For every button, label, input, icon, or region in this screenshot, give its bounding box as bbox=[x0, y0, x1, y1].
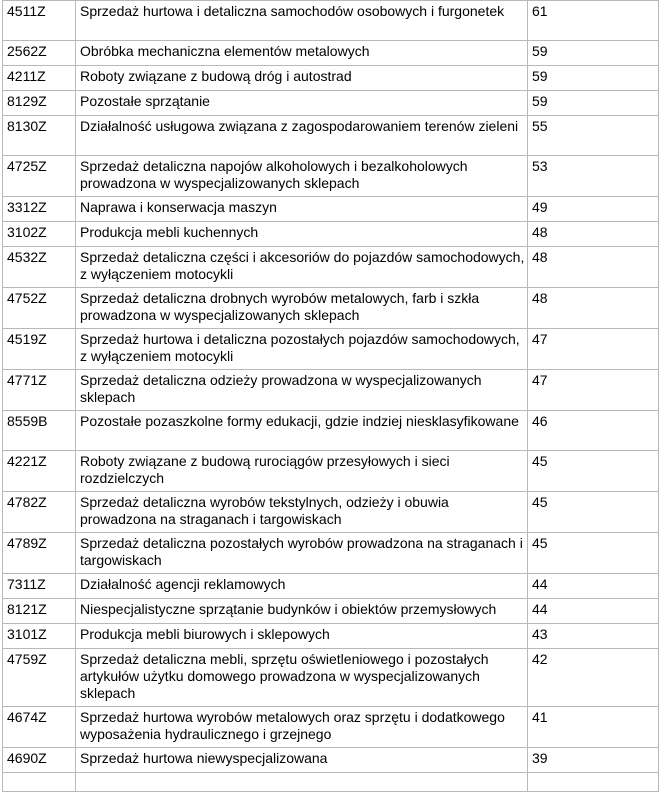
activity-description: Sprzedaż hurtowa i detaliczna pozostałych pojazdów samochodowych, z wyłączeniem motocykli bbox=[76, 329, 528, 370]
activity-code: 4690Z bbox=[3, 748, 76, 773]
activity-count: 55 bbox=[528, 116, 659, 156]
activity-description: Pozostałe pozaszkolne formy edukacji, gdzie indziej niesklasyfikowane bbox=[76, 411, 528, 451]
activity-code: 8129Z bbox=[3, 91, 76, 116]
activity-count: 49 bbox=[528, 197, 659, 222]
table-row bbox=[3, 624, 659, 649]
table-row bbox=[3, 156, 659, 197]
activity-count: 48 bbox=[528, 222, 659, 247]
activity-count: 59 bbox=[528, 66, 659, 91]
activity-count: 43 bbox=[528, 624, 659, 649]
activity-code: 3312Z bbox=[3, 197, 76, 222]
table-row-partial bbox=[3, 773, 659, 792]
table-row bbox=[3, 649, 659, 707]
activity-count: 45 bbox=[528, 492, 659, 533]
table-row bbox=[3, 599, 659, 624]
activity-count: 59 bbox=[528, 91, 659, 116]
activity-code: 4752Z bbox=[3, 288, 76, 329]
table-row bbox=[3, 748, 659, 773]
activity-description: Działalność usługowa związana z zagospodarowaniem terenów zieleni bbox=[76, 116, 528, 156]
activity-code: 4532Z bbox=[3, 247, 76, 288]
activity-code: 4759Z bbox=[3, 649, 76, 707]
activity-count: 44 bbox=[528, 599, 659, 624]
activity-count: 44 bbox=[528, 574, 659, 599]
pkd-activity-table bbox=[2, 0, 659, 792]
activity-description: Pozostałe sprzątanie bbox=[76, 91, 528, 116]
activity-description: Działalność agencji reklamowych bbox=[76, 574, 528, 599]
activity-description: Sprzedaż detaliczna wyrobów tekstylnych, odzieży i obuwia prowadzona na straganach i targowiskach bbox=[76, 492, 528, 533]
activity-count: 48 bbox=[528, 247, 659, 288]
activity-description: Roboty związane z budową rurociągów przesyłowych i sieci rozdzielczych bbox=[76, 451, 528, 492]
activity-description: Produkcja mebli biurowych i sklepowych bbox=[76, 624, 528, 649]
activity-count: 45 bbox=[528, 451, 659, 492]
table-row bbox=[3, 247, 659, 288]
activity-count: 46 bbox=[528, 411, 659, 451]
table-row bbox=[3, 574, 659, 599]
activity-code: 4789Z bbox=[3, 533, 76, 574]
activity-code: 4674Z bbox=[3, 707, 76, 748]
activity-count: 42 bbox=[528, 649, 659, 707]
table-row bbox=[3, 222, 659, 247]
activity-code: 8121Z bbox=[3, 599, 76, 624]
activity-code: 8559B bbox=[3, 411, 76, 451]
table-row bbox=[3, 707, 659, 748]
table-row bbox=[3, 41, 659, 66]
activity-description: Roboty związane z budową dróg i autostrad bbox=[76, 66, 528, 91]
activity-description: Obróbka mechaniczna elementów metalowych bbox=[76, 41, 528, 66]
activity-count: 48 bbox=[528, 288, 659, 329]
activity-code: 4519Z bbox=[3, 329, 76, 370]
table-row bbox=[3, 533, 659, 574]
activity-code: 3102Z bbox=[3, 222, 76, 247]
activity-code: 4511Z bbox=[3, 1, 76, 41]
activity-code: 8130Z bbox=[3, 116, 76, 156]
activity-description: Naprawa i konserwacja maszyn bbox=[76, 197, 528, 222]
activity-description: Sprzedaż detaliczna pozostałych wyrobów prowadzona na straganach i targowiskach bbox=[76, 533, 528, 574]
table-row bbox=[3, 91, 659, 116]
activity-description: Sprzedaż hurtowa wyrobów metalowych oraz sprzętu i dodatkowego wyposażenia hydraulicznego i grzejnego bbox=[76, 707, 528, 748]
table-row bbox=[3, 288, 659, 329]
activity-code: 3101Z bbox=[3, 624, 76, 649]
activity-count: 47 bbox=[528, 370, 659, 411]
table-row bbox=[3, 451, 659, 492]
activity-code: 4221Z bbox=[3, 451, 76, 492]
empty-cell bbox=[528, 773, 659, 792]
table-row bbox=[3, 370, 659, 411]
activity-count: 47 bbox=[528, 329, 659, 370]
activity-code: 4782Z bbox=[3, 492, 76, 533]
activity-description: Sprzedaż hurtowa i detaliczna samochodów osobowych i furgonetek bbox=[76, 1, 528, 41]
activity-count: 39 bbox=[528, 748, 659, 773]
activity-description: Sprzedaż detaliczna napojów alkoholowych i bezalkoholowych prowadzona w wyspecjalizowanych sklepach bbox=[76, 156, 528, 197]
activity-code: 4771Z bbox=[3, 370, 76, 411]
activity-description: Sprzedaż detaliczna drobnych wyrobów metalowych, farb i szkła prowadzona w wyspecjalizowanych sklepach bbox=[76, 288, 528, 329]
table-row bbox=[3, 197, 659, 222]
activity-code: 4725Z bbox=[3, 156, 76, 197]
table-row bbox=[3, 329, 659, 370]
activity-code: 4211Z bbox=[3, 66, 76, 91]
activity-description: Sprzedaż detaliczna odzieży prowadzona w wyspecjalizowanych sklepach bbox=[76, 370, 528, 411]
activity-description: Sprzedaż detaliczna części i akcesoriów do pojazdów samochodowych, z wyłączeniem motocykli bbox=[76, 247, 528, 288]
activity-description: Sprzedaż detaliczna mebli, sprzętu oświetleniowego i pozostałych artykułów użytku domowego prowadzona w wyspecjalizowanych sklepach bbox=[76, 649, 528, 707]
activity-count: 41 bbox=[528, 707, 659, 748]
activity-count: 53 bbox=[528, 156, 659, 197]
activity-description: Produkcja mebli kuchennych bbox=[76, 222, 528, 247]
table-row bbox=[3, 1, 659, 41]
activity-description: Sprzedaż hurtowa niewyspecjalizowana bbox=[76, 748, 528, 773]
empty-cell bbox=[3, 773, 76, 792]
table-row bbox=[3, 411, 659, 451]
activity-code: 7311Z bbox=[3, 574, 76, 599]
activity-code: 2562Z bbox=[3, 41, 76, 66]
activity-count: 45 bbox=[528, 533, 659, 574]
table-row bbox=[3, 492, 659, 533]
activity-count: 61 bbox=[528, 1, 659, 41]
table-row bbox=[3, 66, 659, 91]
table-row bbox=[3, 116, 659, 156]
activity-count: 59 bbox=[528, 41, 659, 66]
empty-cell bbox=[76, 773, 528, 792]
activity-description: Niespecjalistyczne sprzątanie budynków i obiektów przemysłowych bbox=[76, 599, 528, 624]
